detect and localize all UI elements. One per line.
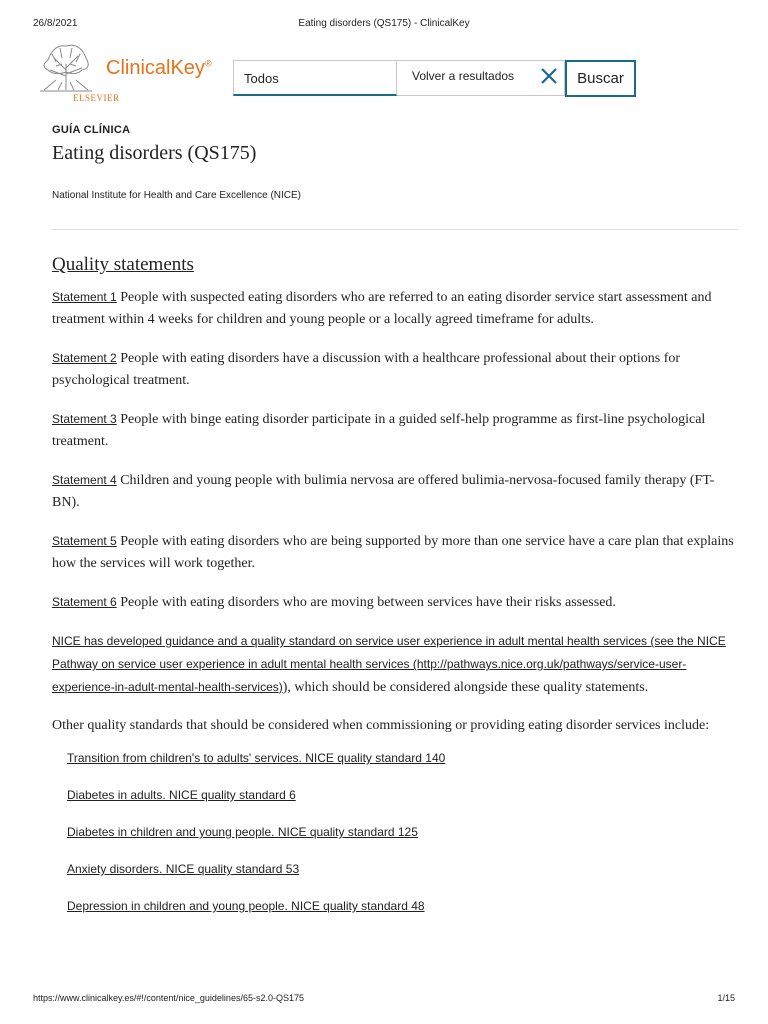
quality-statement bbox=[52, 591, 738, 614]
related-standard-link[interactable]: Anxiety disorders. NICE quality standard 53 bbox=[67, 862, 300, 876]
related-standard-link[interactable]: Diabetes in adults. NICE quality standard 6 bbox=[67, 788, 296, 802]
nice-pathway-link[interactable]: NICE has developed guidance and a quality standard on service user experience in adult mental health services (see the NICE Pathway on service user experience in adult mental health services (http://pathways.nice.org.uk/pathways/service-user-experience-in-adult-mental-health-services) bbox=[52, 634, 726, 694]
back-to-results-link[interactable]: Volver a resultados bbox=[397, 60, 565, 96]
elsevier-wordmark: ELSEVIER bbox=[73, 93, 120, 103]
statement-link[interactable]: Statement 1 bbox=[52, 290, 117, 304]
close-icon[interactable] bbox=[539, 66, 559, 86]
related-standard-link[interactable]: Diabetes in children and young people. NICE quality standard 125 bbox=[67, 825, 418, 839]
divider bbox=[52, 229, 738, 230]
print-doc-title: Eating disorders (QS175) - ClinicalKey bbox=[298, 18, 470, 29]
statement-text: People with eating disorders have a discussion with a healthcare professional about their options for psychological treatment. bbox=[52, 351, 681, 388]
statement-text: Children and young people with bulimia nervosa are offered bulimia-nervosa-focused family therapy (FT-BN). bbox=[52, 473, 715, 510]
quality-statement bbox=[52, 469, 738, 514]
quality-statement bbox=[52, 347, 738, 392]
statement-text: People with eating disorders who are moving between services have their risks assessed. bbox=[116, 595, 616, 610]
brand-name: ClinicalKey bbox=[106, 57, 205, 79]
statement-link[interactable]: Statement 2 bbox=[52, 351, 117, 365]
print-footer bbox=[0, 993, 768, 1007]
related-standards-list bbox=[52, 751, 738, 913]
nice-note-text: ), which should be considered alongside these quality statements. bbox=[282, 680, 649, 695]
statement-text: People with binge eating disorder participate in a guided self-help programme as first-line psychological treatment. bbox=[52, 412, 706, 449]
related-standard-link[interactable]: Depression in children and young people. NICE quality standard 48 bbox=[67, 899, 425, 913]
other-standards-intro: Other quality standards that should be considered when commissioning or providing eating disorder services include: bbox=[52, 718, 710, 733]
page-title: Eating disorders (QS175) bbox=[52, 142, 257, 164]
section-heading-quality-statements: Quality statements bbox=[52, 254, 194, 275]
site-header bbox=[0, 40, 768, 102]
nice-guidance-note bbox=[52, 630, 738, 699]
guideline-content bbox=[52, 124, 738, 936]
search-button[interactable]: Buscar bbox=[565, 60, 636, 97]
print-header bbox=[0, 18, 768, 32]
document-type-label: GUÍA CLÍNICA bbox=[52, 124, 131, 136]
page-count: 1/15 bbox=[717, 993, 735, 1003]
quality-statement bbox=[52, 408, 738, 453]
statement-link[interactable]: Statement 4 bbox=[52, 473, 117, 487]
print-url: https://www.clinicalkey.es/#!/content/nice_guidelines/65-s2.0-QS175 bbox=[33, 993, 304, 1003]
related-standard-link[interactable]: Transition from children's to adults' services. NICE quality standard 140 bbox=[67, 751, 446, 765]
publisher-name: National Institute for Health and Care Excellence (NICE) bbox=[52, 190, 302, 201]
statement-text: People with suspected eating disorders who are referred to an eating disorder service start assessment and treatment within 4 weeks for children and young people or a locally agreed timeframe for adults. bbox=[52, 290, 712, 327]
elsevier-tree-logo[interactable] bbox=[36, 40, 120, 103]
statement-link[interactable]: Statement 6 bbox=[52, 595, 117, 609]
quality-statement bbox=[52, 286, 738, 331]
search-scope-selector[interactable]: Todos bbox=[233, 60, 397, 96]
print-date: 26/8/2021 bbox=[33, 18, 78, 29]
brand-registered-mark: ® bbox=[204, 58, 212, 69]
statement-text: People with eating disorders who are being supported by more than one service have a care plan that explains how the services will work together. bbox=[52, 534, 734, 571]
statement-link[interactable]: Statement 3 bbox=[52, 412, 117, 426]
clinicalkey-logo[interactable] bbox=[106, 57, 212, 80]
statement-link[interactable]: Statement 5 bbox=[52, 534, 117, 548]
quality-statement bbox=[52, 530, 738, 575]
